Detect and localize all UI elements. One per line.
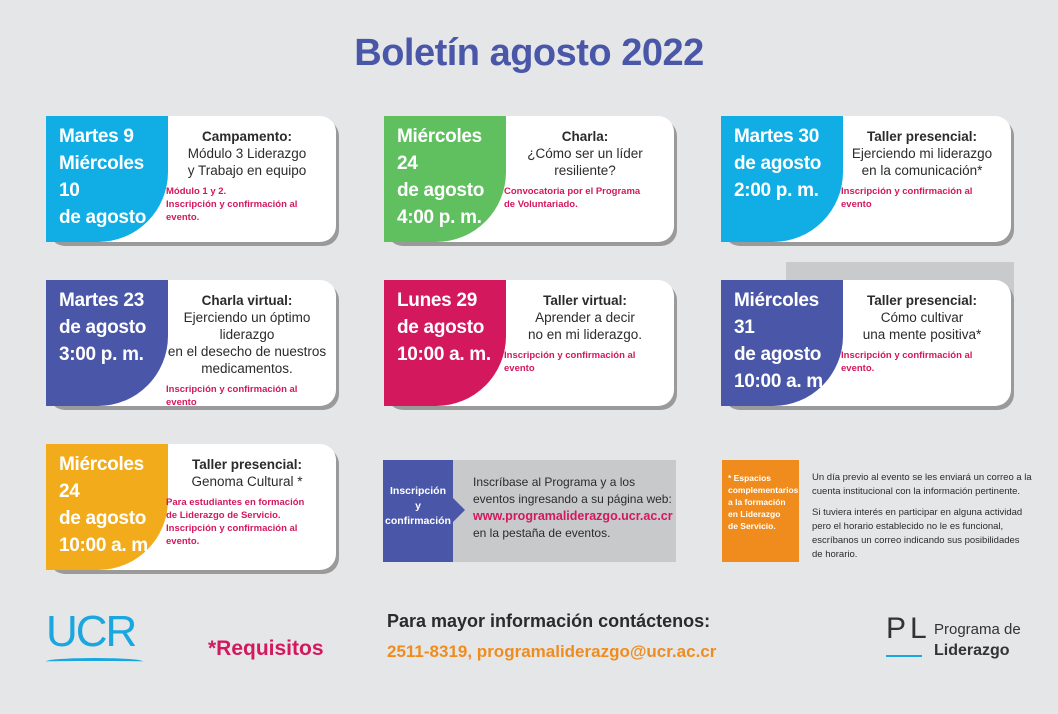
event-title: Taller presencial:	[866, 293, 978, 308]
program-name-line1: Programa de	[934, 621, 1021, 638]
event-note: Módulo 1 y 2. Inscripción y confirmación al evento.	[166, 186, 298, 223]
event-note: Convocatoria por el Programa de Voluntariado.	[504, 186, 641, 210]
complementary-info	[812, 471, 1032, 569]
event-description: Cómo cultivar una mente positiva*	[862, 310, 982, 342]
event-date: Martes 9 Miércoles 10 de agosto	[46, 116, 168, 242]
event-note: Inscripción y confirmación al evento	[841, 186, 973, 210]
requirements-note: *Requisitos	[208, 637, 324, 660]
event-description: Módulo 3 Liderazgo y Trabajo en equipo	[187, 146, 307, 178]
event-card	[721, 280, 1011, 406]
info-paragraph: Un día previo al evento se les enviará un correo a la cuenta institucional con la información pertinente.	[812, 472, 1032, 497]
event-title: Charla virtual:	[201, 293, 293, 308]
event-date: Martes 23 de agosto 3:00 p. m.	[46, 280, 168, 406]
page-title: Boletín agosto 2022	[354, 32, 704, 74]
ucr-logo-arc	[46, 658, 143, 665]
event-date: Martes 30 de agosto 2:00 p. m.	[721, 116, 843, 242]
event-card	[46, 444, 336, 570]
event-date: Miércoles 31 de agosto 10:00 a. m.	[721, 280, 843, 406]
program-name	[934, 619, 1021, 661]
inscription-text: Inscríbase al Programa y a los eventos ingresando a su página web:	[473, 475, 672, 506]
event-note: Inscripción y confirmación al evento	[166, 384, 298, 408]
event-card	[721, 116, 1011, 242]
event-date: Miércoles 24 de agosto 10:00 a. m.	[46, 444, 168, 570]
event-card	[384, 280, 674, 406]
info-paragraph: Si tuviera interés en participar en alguna actividad pero el horario establecido no le es funcional, escríbanos un correo indicando sus posibilidades de horario.	[812, 507, 1023, 560]
event-note: Para estudiantes en formación de Liderazgo de Servicio. Inscripción y confirmación al evento.	[166, 497, 305, 547]
pl-logo: PL	[886, 612, 931, 645]
contact-title: Para mayor información contáctenos:	[387, 611, 711, 631]
event-card	[384, 116, 674, 242]
inscription-label: Inscripción y confirmación	[383, 460, 453, 562]
event-card	[46, 280, 336, 406]
event-date: Miércoles 24 de agosto 4:00 p. m.	[384, 116, 506, 242]
complementary-spaces-label: * Espacios complementarios a la formación en Liderazgo de Servicio.	[722, 460, 799, 562]
contact-info[interactable]: 2511-8319, programaliderazgo@ucr.ac.cr	[387, 642, 717, 661]
event-description: Ejerciendo mi liderazgo en la comunicación*	[851, 146, 993, 178]
arrow-icon	[453, 498, 465, 522]
event-description: Aprender a decir no en mi liderazgo.	[527, 310, 643, 342]
event-description: Ejerciendo un óptimo liderazgo en el desecho de nuestros medicamentos.	[167, 310, 327, 376]
event-description: ¿Cómo ser un líder resiliente?	[527, 146, 643, 178]
event-title: Taller presencial:	[191, 457, 303, 472]
pl-logo-underline	[886, 655, 922, 657]
event-title: Taller virtual:	[543, 293, 627, 308]
event-title: Campamento:	[201, 129, 292, 144]
event-card	[46, 116, 336, 242]
event-description: Genoma Cultural *	[191, 474, 303, 489]
event-note: Inscripción y confirmación al evento	[504, 350, 636, 374]
event-note: Inscripción y confirmación al evento.	[841, 350, 973, 374]
event-title: Charla:	[561, 129, 609, 144]
ucr-logo: UCR	[46, 607, 136, 656]
event-date: Lunes 29 de agosto 10:00 a. m.	[384, 280, 506, 406]
program-name-line2: Liderazgo	[934, 642, 1010, 659]
website-link[interactable]: www.programaliderazgo.ucr.ac.cr	[473, 509, 673, 523]
event-title: Taller presencial:	[866, 129, 978, 144]
inscription-panel	[383, 460, 676, 562]
inscription-suffix: en la pestaña de eventos.	[473, 526, 611, 540]
